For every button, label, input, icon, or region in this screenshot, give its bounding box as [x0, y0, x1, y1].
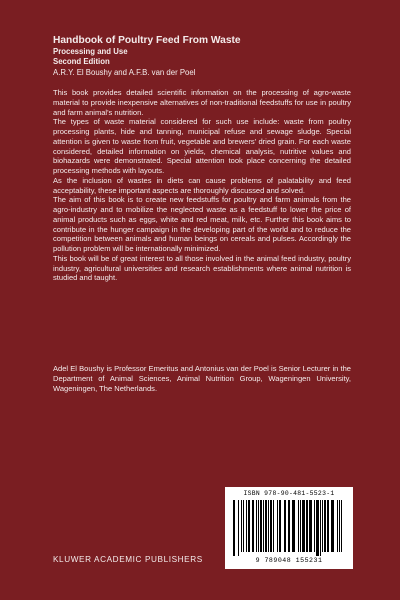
blurb-paragraph: This book will be of great interest to all those involved in the animal feed industry, poultry industry, agricultural universities and research establishments where animal nutrition is studied and taught. — [53, 253, 351, 283]
blurb-paragraph: The types of waste material considered for such use include: waste from poultry processing plants, hide and tanning, municipal refuse and sewage sludge. Special attention is given to waste from fruit, vegetable and brewers' dried grain. For each waste considered, detailed information on yields, chemical analysis, nutritive values and biohazards were demonstrated. Special attention took place concerning the detailed processing methods with layouts. — [53, 117, 351, 175]
barcode-panel — [225, 487, 353, 569]
header — [53, 35, 353, 78]
isbn-label: ISBN 978-90-481-5523-1 — [243, 490, 335, 497]
publisher-name: KLUWER ACADEMIC PUBLISHERS — [53, 555, 203, 564]
author-bio-text: Adel El Boushy is Professor Emeritus and Antonius van der Poel is Senior Lecturer in the Department of Animal Sciences, Animal Nutrition Group, Wageningen University, Wageningen, The Netherlands. — [53, 364, 351, 393]
book-authors: A.R.Y. El Boushy and A.F.B. van der Poel — [53, 68, 196, 77]
author-bio — [53, 364, 351, 393]
blurb-paragraph: The aim of this book is to create new feedstuffs for poultry and farm animals from the agro-industry and to mobilize the neglected waste as a feedstuff to lower the price of animal products such as eggs, white and red meat, milk, etc. Further this book aims to contribute in the hunger campaign in the developing part of the world and to reduce the competition between animals and human beings on cereals and pulses. Accordingly the pollution problem will be internationally minimized. — [53, 195, 351, 253]
blurb-paragraph: This book provides detailed scientific information on the processing of agro-waste material to provide inexpensive alternatives of non-traditional feedstuffs for use in poultry and farm animal's nutrition. — [53, 88, 351, 117]
book-subtitle: Processing and Use — [53, 47, 128, 56]
blurb — [53, 88, 351, 283]
book-edition: Second Edition — [53, 57, 110, 66]
book-title: Handbook of Poultry Feed From Waste — [53, 35, 241, 46]
barcode-icon — [231, 500, 347, 556]
blurb-paragraph: As the inclusion of wastes in diets can cause problems of palatability and feed acceptability, these important aspects are thoroughly discussed and solved. — [53, 175, 351, 195]
barcode-number: 9 789048 155231 — [255, 557, 323, 564]
